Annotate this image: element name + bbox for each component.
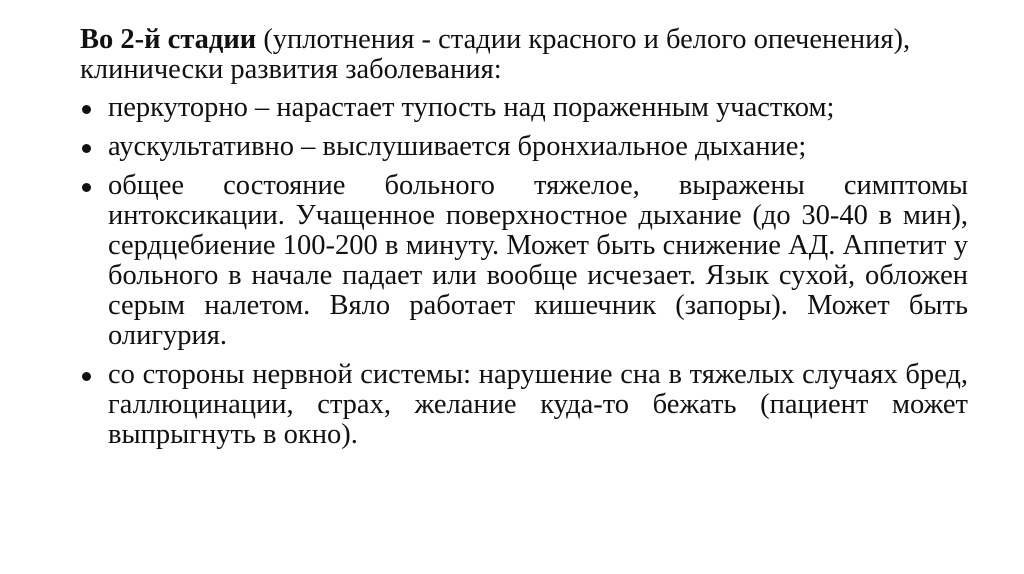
- stage-heading: Во 2-й стадии: [80, 24, 257, 55]
- list-item: [80, 171, 968, 351]
- bullet-icon: [82, 372, 91, 381]
- list-item-text: аускультативно – выслушивается бронхиальное дыхание;: [108, 131, 807, 162]
- list-item: [80, 93, 968, 123]
- bullet-icon: [82, 183, 91, 192]
- list-item: [80, 132, 968, 162]
- slide-content: [80, 25, 968, 459]
- bullet-icon: [82, 144, 91, 153]
- intro-text: (уплотнения - стадии красного и белого опеченения), клинически развития заболевания:: [80, 24, 911, 85]
- list-item: [80, 360, 968, 450]
- intro-paragraph: [80, 25, 968, 85]
- list-item-text: перкуторно – нарастает тупость над пораженным участком;: [108, 92, 835, 123]
- list-item-text: общее состояние больного тяжелое, выражены симптомы интоксикации. Учащенное поверхностное дыхание (до 30-40 в мин), сердцебиение 100-200 в минуту. Может быть снижение АД. Аппетит у больного в начале падает или вообще исчезает. Язык сухой, обложен серым налетом. Вяло работает кишечник (запоры). Может быть олигурия.: [108, 170, 968, 351]
- bullet-icon: [82, 105, 91, 114]
- symptom-list: [80, 93, 968, 450]
- list-item-text: со стороны нервной системы: нарушение сна в тяжелых случаях бред, галлюцинации, страх, желание куда-то бежать (пациент может выпрыгнуть в окно).: [108, 359, 968, 450]
